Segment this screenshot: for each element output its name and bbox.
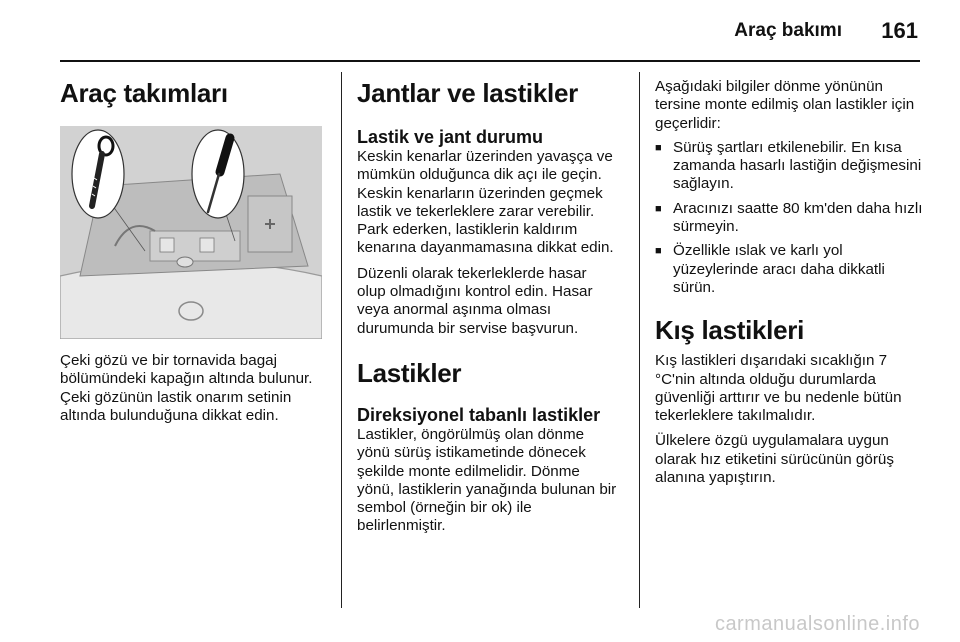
trunk-tools-figure: [60, 126, 322, 339]
page-number: 161: [881, 18, 918, 43]
paragraph-donme-yonu: Lastikler, öngörülmüş olan dönme yönü sürüş istikametinde dönecek şekilde monte edilmelidir. Dönme yönü, lastiklerin yanağında bulunan bir sembol (örneğin bir ok) ile belirlenmiştir.: [357, 425, 617, 535]
column-3: [655, 78, 923, 487]
subheading-direksiyonel: Direksiyonel tabanlı lastikler: [357, 404, 601, 425]
running-header-title: Araç bakımı: [734, 20, 842, 41]
screwdriver-icon: [190, 128, 246, 220]
subheading-lastik-jant-durumu: Lastik ve jant durumu: [357, 127, 544, 147]
tools-paragraph: Çeki gözü ve bir tornavida bagaj bölümündeki kapağın altında bulunur. Çeki gözünün lastik onarım setinin altında bulunduğuna dikkat edin.: [60, 352, 313, 424]
paragraph-hiz-etiketi: Ülkelere özgü uygulamalara uygun olarak hız etiketini sürücünün görüş alanına yapıştırın.: [655, 432, 894, 487]
column-1-text: [60, 352, 330, 425]
column-2: [357, 78, 619, 536]
paragraph-duzenli-kontrol: Düzenli olarak tekerleklerde hasar olup olmadığını kontrol edin. Hasar veya anormal aşınma olması durumunda bir servise başvurun.: [357, 264, 593, 337]
section-heading-jantlar: Jantlar ve lastikler: [357, 78, 578, 108]
section-heading-kis-lastikleri: Kış lastikleri: [655, 315, 804, 346]
paragraph-intro: Aşağıdaki bilgiler dönme yönünün tersine monte edilmiş olan lastikler için geçerlidir:: [655, 78, 915, 132]
column-divider-2: [639, 72, 640, 608]
paragraph-kis-lastikleri: Kış lastikleri dışarıdaki sıcaklığın 7 °C'nin altında olduğu durumlarda güvenliği arttırır ve bu nedenle bütün tekerleklere takılmalıdır.: [655, 352, 902, 425]
column-1: [60, 78, 330, 109]
section-heading-lastikler: Lastikler: [357, 357, 462, 388]
bullet-item: ■ Özellikle ıslak ve karlı yol yüzeylerinde aracı daha dikkatli sürün.: [655, 242, 923, 297]
bullet-item: ■ Sürüş şartları etkilenebilir. En kısa zamanda hasarlı lastiğin değişmesini sağlayın.: [655, 139, 923, 194]
header-rule: [60, 60, 920, 62]
paragraph-keskin-kenarlar: Keskin kenarlar üzerinden yavaşça ve mümkün olduğunca dik açı ile geçin. Keskin kenarların üzerinden geçmek lastik ve tekerleklere zarar verebilir. Park ederken, lastiklerin kaldırım kenarına dayanmamasına dikkat edin.: [357, 148, 614, 257]
column-divider-1: [341, 72, 342, 608]
watermark: carmanualsonline.info: [714, 613, 920, 635]
section-heading-arac-takimlari: Araç takımları: [60, 78, 228, 108]
bullet-item: ■ Aracınızı saatte 80 km'den daha hızlı sürmeyin.: [655, 200, 923, 237]
towing-eye-icon: [70, 128, 126, 220]
